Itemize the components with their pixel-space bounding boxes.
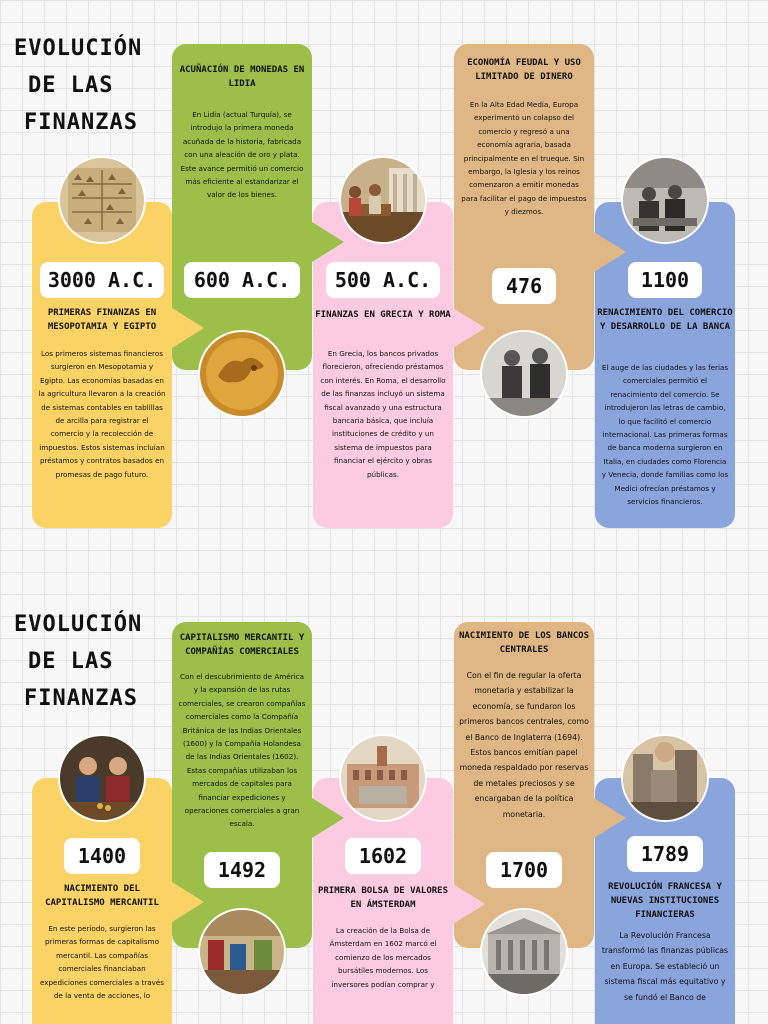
bastille-icon: [623, 736, 707, 820]
card-heading: REVOLUCIÓN FRANCESA Y NUEVAS INSTITUCIONES FINANCIERAS: [608, 882, 722, 920]
year-label: 600 A.C.: [184, 262, 300, 298]
card-description: Con el fin de regular la oferta monetaria y estabilizar la economía, se fundaron los primeros bancos centrales, como el Banco de Inglaterra (1694). Estos bancos emitían papel moneda respaldado por reservas de metales preciosos y se encargaban de la política monetaria.: [459, 671, 589, 819]
feudal-figures-icon: [482, 332, 566, 416]
card-heading: PRIMERAS FINANZAS EN MESOPOTAMIA Y EGIPTO: [47, 308, 157, 332]
card-description: Con el descubrimiento de América y la expansión de las rutas comerciales, se crearon compañías comerciales como la Compañía Británica de las Indias Orientales (1600) y la Compañía Holandesa de las Indias Orientales (1602). Estas compañías utilizaban los mercados de capitales para financiar expediciones y operaciones comerciales a gran escala.: [178, 672, 306, 829]
card-description: En este período, surgieron las primeras formas de capitalismo mercantil. Las compañías comerciales financiaban expediciones comerciales a través de la venta de acciones, lo: [39, 924, 165, 1001]
lydian-coin-icon: [198, 330, 286, 418]
title-line-2: DE LAS: [28, 649, 114, 674]
card-heading: CAPITALISMO MERCANTIL Y COMPAÑÍAS COMERCIALES: [179, 633, 305, 657]
timeline-arrow: [172, 308, 204, 348]
card-description: La Revolución Francesa transformó las finanzas públicas en Europa. Se estableció un sistema fiscal más equitativo y se fundó el Banco de: [601, 931, 729, 1002]
title-line-1: EVOLUCIÓN: [14, 36, 143, 61]
card-heading: FINANZAS EN GRECIA Y ROMA: [315, 310, 451, 320]
title-line-3: FINANZAS: [24, 110, 138, 135]
card-heading: PRIMERA BOLSA DE VALORES EN ÁMSTERDAM: [317, 886, 449, 910]
year-label: 1492: [204, 852, 280, 888]
card-heading: NACIMIENTO DE LOS BANCOS CENTRALES: [458, 631, 590, 655]
timeline-arrow: [453, 308, 485, 348]
timeline-arrow: [312, 798, 344, 838]
card-heading: ECONOMÍA FEUDAL Y USO LIMITADO DE DINERO: [467, 58, 581, 82]
timeline-arrow: [453, 884, 485, 924]
timeline-arrow: [594, 798, 626, 838]
medieval-bankers-icon: [623, 158, 707, 242]
medieval-bankers-photo: [621, 156, 709, 244]
bank-of-england-photo: [480, 908, 568, 996]
year-label: 3000 A.C.: [40, 262, 164, 298]
year-label: 500 A.C.: [326, 262, 440, 298]
page-title: [14, 30, 164, 141]
year-label: 1700: [486, 852, 562, 888]
year-label: 1400: [64, 838, 140, 874]
feudal-figures-photo: [480, 330, 568, 418]
year-label: 1602: [345, 838, 421, 874]
year-label: 476: [492, 268, 556, 304]
moneylender-painting-photo: [58, 734, 146, 822]
timeline-arrow: [312, 222, 344, 262]
clay-tablet-icon: [60, 158, 144, 242]
card-description: En la Alta Edad Media, Europa experimentó un colapso del comercio y regresó a una economía agraria, basada principalmente en el trueque. Sin embargo, la Iglesia y los reinos comenzaron a emitir monedas para facilitar el pago de impuestos y diezmos.: [461, 100, 587, 217]
timeline-arrow: [594, 232, 626, 272]
card-description: En Grecia, los bancos privados florecieron, ofreciendo préstamos con interés. En Roma, el desarrollo de las finanzas incluyó un sistema fiscal avanzado y una estructura bancaria básica, que incluía instituciones de crédito y un sistema de impuestos para financiar el ejército y obras públicas.: [320, 349, 446, 479]
card-heading: ACUÑACIÓN DE MONEDAS EN LIDIA: [179, 65, 305, 89]
medieval-market-icon: [200, 910, 284, 994]
card-description: En Lidia (actual Turquía), se introdujo la primera moneda acuñada de la historia, fabricada con una aleación de oro y plata. Este avance permitió un comercio más eficiente al estandarizar el valor de los bienes.: [180, 110, 304, 200]
clay-tablet-photo: [58, 156, 146, 244]
lydian-coin-photo: [198, 330, 286, 418]
moneylender-painting-icon: [60, 736, 144, 820]
medieval-market-photo: [198, 908, 286, 996]
timeline-arrow: [172, 882, 204, 922]
card-heading: NACIMIENTO DEL CAPITALISMO MERCANTIL: [45, 884, 159, 908]
greek-market-icon: [341, 158, 425, 242]
year-label: 1789: [627, 836, 703, 872]
title-line-1: EVOLUCIÓN: [14, 612, 143, 637]
title-line-3: FINANZAS: [24, 686, 138, 711]
title-line-2: DE LAS: [28, 73, 114, 98]
year-label: 1100: [628, 262, 702, 298]
amsterdam-exchange-icon: [341, 736, 425, 820]
greek-market-photo: [339, 156, 427, 244]
card-description: La creación de la Bolsa de Ámsterdam en 1602 marcó el comienzo de los mercados bursátiles modernos. Los inversores podían comprar y: [329, 926, 437, 989]
timeline-section-2: [0, 576, 768, 1024]
bastille-photo: [621, 734, 709, 822]
amsterdam-exchange-photo: [339, 734, 427, 822]
card-heading: RENACIMIENTO DEL COMERCIO Y DESARROLLO DE LA BANCA: [597, 308, 733, 332]
card-description: Los primeros sistemas financieros surgieron en Mesopotamia y Egipto. Las economías basadas en la agricultura llevaron a la creación de sistemas contables en tablillas de arcilla para registrar el comercio y la recolección de impuestos. Estos sistemas incluían préstamos y contratos basados en promesas de pago futuro.: [38, 349, 166, 479]
card-description: El auge de las ciudades y las ferias comerciales permitió el renacimiento del comercio. Se introdujeron las letras de cambio, lo que facilitó el comercio internacional. Las primeras formas de banca moderna surgieron en Italia, en ciudades como Florencia y Venecia, donde familias como los Medici ofrecían préstamos y servicios financieros.: [601, 363, 729, 507]
bank-of-england-icon: [482, 910, 566, 994]
page-title: [14, 606, 164, 717]
